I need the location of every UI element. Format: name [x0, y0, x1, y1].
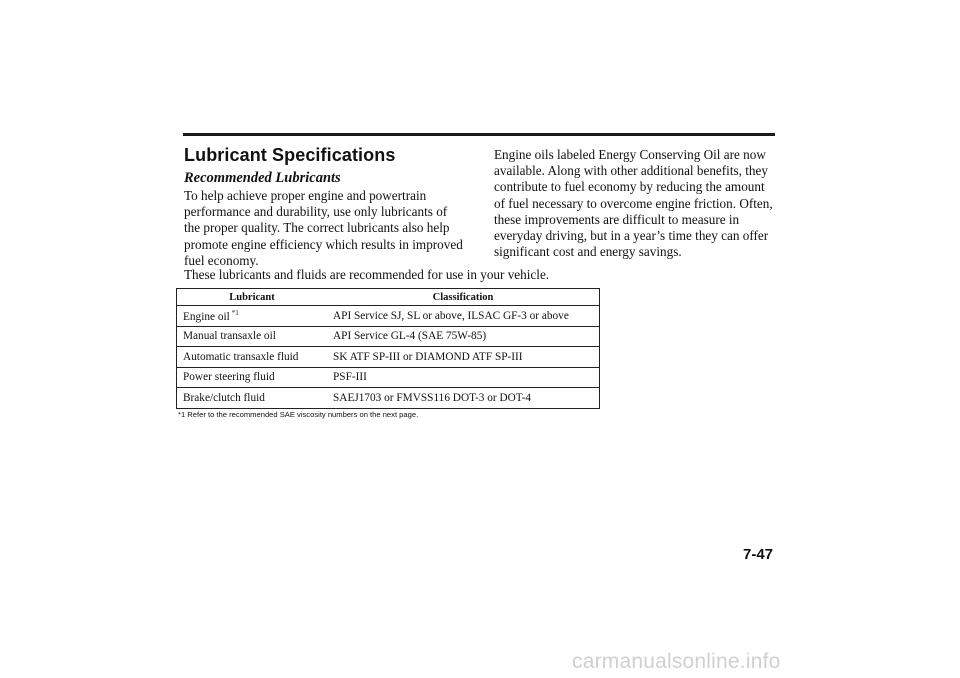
right-paragraph: Engine oils labeled Energy Conserving Oil are now available. Along with other additional benefits, they contribute to fuel economy by reducing the amount of fuel necessary to overcome engine friction. Often, these improvements are difficult to measure in everyday driving, but in a year’s time they can offer significant cost and energy savings.: [494, 147, 773, 260]
lubricant-cell: Automatic transaxle fluid: [177, 347, 328, 368]
table-row: [177, 306, 600, 327]
table-header-row: [177, 289, 600, 306]
lubricant-cell: Brake/clutch fluid: [177, 388, 328, 409]
lubricant-table: [176, 288, 600, 409]
classification-cell: API Service SJ, SL or above, ILSAC GF-3 or above: [327, 306, 600, 327]
left-paragraph: To help achieve proper engine and powertrain performance and durability, use only lubricants of the proper quality. The correct lubricants also help promote engine efficiency which results in improved fuel economy.: [184, 188, 463, 268]
intro-text: These lubricants and fluids are recommended for use in your vehicle.: [184, 267, 550, 282]
lubricant-cell: Manual transaxle oil: [177, 326, 328, 347]
lubricant-cell: Power steering fluid: [177, 367, 328, 388]
classification-cell: PSF-III: [327, 367, 600, 388]
lubricant-cell: [177, 306, 328, 327]
classification-cell: SAEJ1703 or FMVSS116 DOT-3 or DOT-4: [327, 388, 600, 409]
page-number: 7-47: [743, 546, 774, 563]
footnote-marker: *1: [231, 308, 239, 317]
watermark-link[interactable]: carmanualsonline.info: [572, 650, 781, 673]
column-header-classification: Classification: [327, 289, 600, 306]
column-header-lubricant: Lubricant: [177, 289, 328, 306]
header-rule: [183, 133, 775, 136]
section-title: Lubricant Specifications: [184, 145, 396, 165]
subtitle: Recommended Lubricants: [184, 170, 341, 186]
table-row: [177, 326, 600, 347]
lubricant-name: Engine oil: [183, 310, 230, 323]
table-row: [177, 367, 600, 388]
classification-cell: SK ATF SP-III or DIAMOND ATF SP-III: [327, 347, 600, 368]
table-row: [177, 388, 600, 409]
table-footnote: *1 Refer to the recommended SAE viscosity numbers on the next page.: [178, 410, 419, 419]
table-row: [177, 347, 600, 368]
classification-cell: API Service GL-4 (SAE 75W-85): [327, 326, 600, 347]
